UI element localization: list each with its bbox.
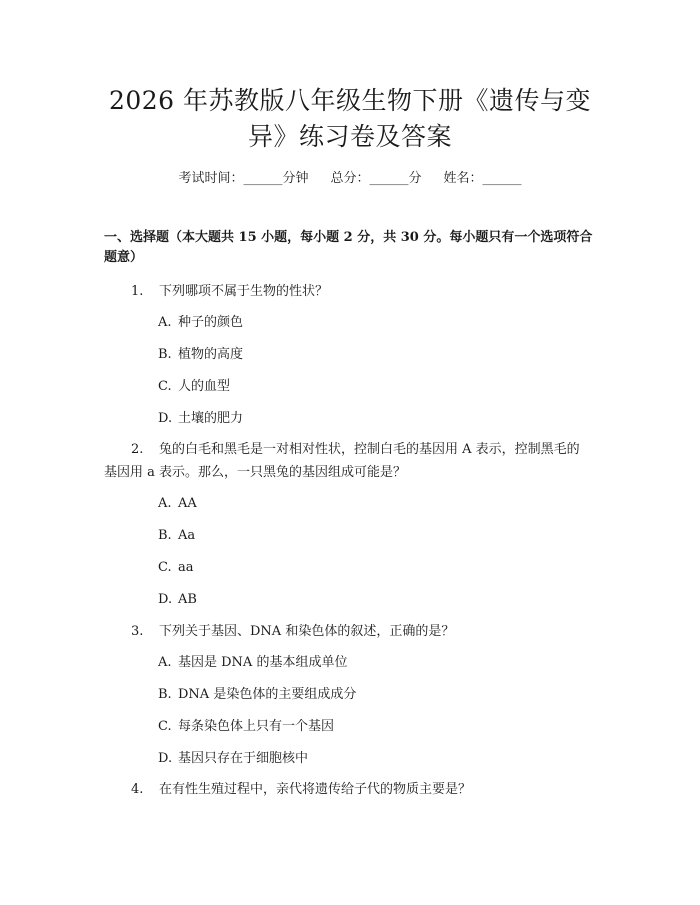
option-key: D. xyxy=(158,751,173,766)
question-number: 4. xyxy=(131,782,144,797)
option xyxy=(158,378,230,396)
question-2-continued: 基因用 a 表示。那么，一只黑兔的基因组成可能是？ xyxy=(104,465,407,480)
option-key: B. xyxy=(158,347,172,362)
option xyxy=(158,495,197,513)
option-text: 植物的高度 xyxy=(178,347,244,362)
option xyxy=(158,686,356,704)
option-text: 基因只存在于细胞核中 xyxy=(178,751,309,766)
option-text: AB xyxy=(178,592,197,607)
question-4 xyxy=(131,780,471,800)
option xyxy=(158,559,194,577)
option-text: 人的血型 xyxy=(178,379,231,394)
option-key: C. xyxy=(158,560,172,575)
question-text: 下列关于基因、DNA 和染色体的叙述，正确的是？ xyxy=(159,624,455,639)
document-title-line-2: 异》练习卷及答案 xyxy=(247,122,452,151)
exam-time-field: 考试时间：______分钟 xyxy=(178,171,309,186)
option-text: aa xyxy=(178,560,194,575)
question-number: 1. xyxy=(131,284,144,299)
option xyxy=(158,718,334,736)
option xyxy=(158,527,195,545)
option-key: B. xyxy=(158,528,172,543)
option-key: B. xyxy=(158,687,172,702)
option-key: D. xyxy=(158,411,173,426)
option-text: 种子的颜色 xyxy=(178,315,244,330)
question-text: 在有性生殖过程中，亲代将遗传给子代的物质主要是？ xyxy=(159,782,472,797)
question-2 xyxy=(131,440,580,460)
option-text: DNA 是染色体的主要组成成分 xyxy=(178,687,357,702)
option-key: A. xyxy=(158,655,172,670)
option xyxy=(158,314,243,332)
option xyxy=(158,410,243,428)
option xyxy=(158,346,243,364)
option-key: A. xyxy=(158,315,172,330)
question-3 xyxy=(131,622,454,642)
option xyxy=(158,654,347,672)
option xyxy=(158,591,197,609)
section-heading: 一、选择题（本大题共 15 小题，每小题 2 分，共 30 分。每小题只有一个选项符合题意） xyxy=(104,230,593,265)
option-text: 基因是 DNA 的基本组成单位 xyxy=(178,655,348,670)
question-1 xyxy=(131,282,328,302)
exam-info xyxy=(0,170,700,188)
option-key: A. xyxy=(158,496,172,511)
option-text: Aa xyxy=(178,528,196,543)
total-score-field: 总分：______分 xyxy=(330,171,422,186)
option xyxy=(158,750,308,768)
question-number: 3. xyxy=(131,624,144,639)
option-text: 土壤的肥力 xyxy=(178,411,244,426)
option-text: AA xyxy=(178,496,197,511)
option-key: D. xyxy=(158,592,173,607)
option-key: C. xyxy=(158,719,172,734)
student-name-field: 姓名：______ xyxy=(443,171,522,186)
question-text: 下列哪项不属于生物的性状？ xyxy=(159,284,329,299)
option-key: C. xyxy=(158,379,172,394)
option-text: 每条染色体上只有一个基因 xyxy=(178,719,335,734)
question-number: 2. xyxy=(131,442,144,457)
document-title-line-1: 2026 年苏教版八年级生物下册《遗传与变 xyxy=(108,86,592,115)
question-text: 兔的白毛和黑毛是一对相对性状，控制白毛的基因用 A 表示，控制黑毛的 xyxy=(159,442,580,457)
